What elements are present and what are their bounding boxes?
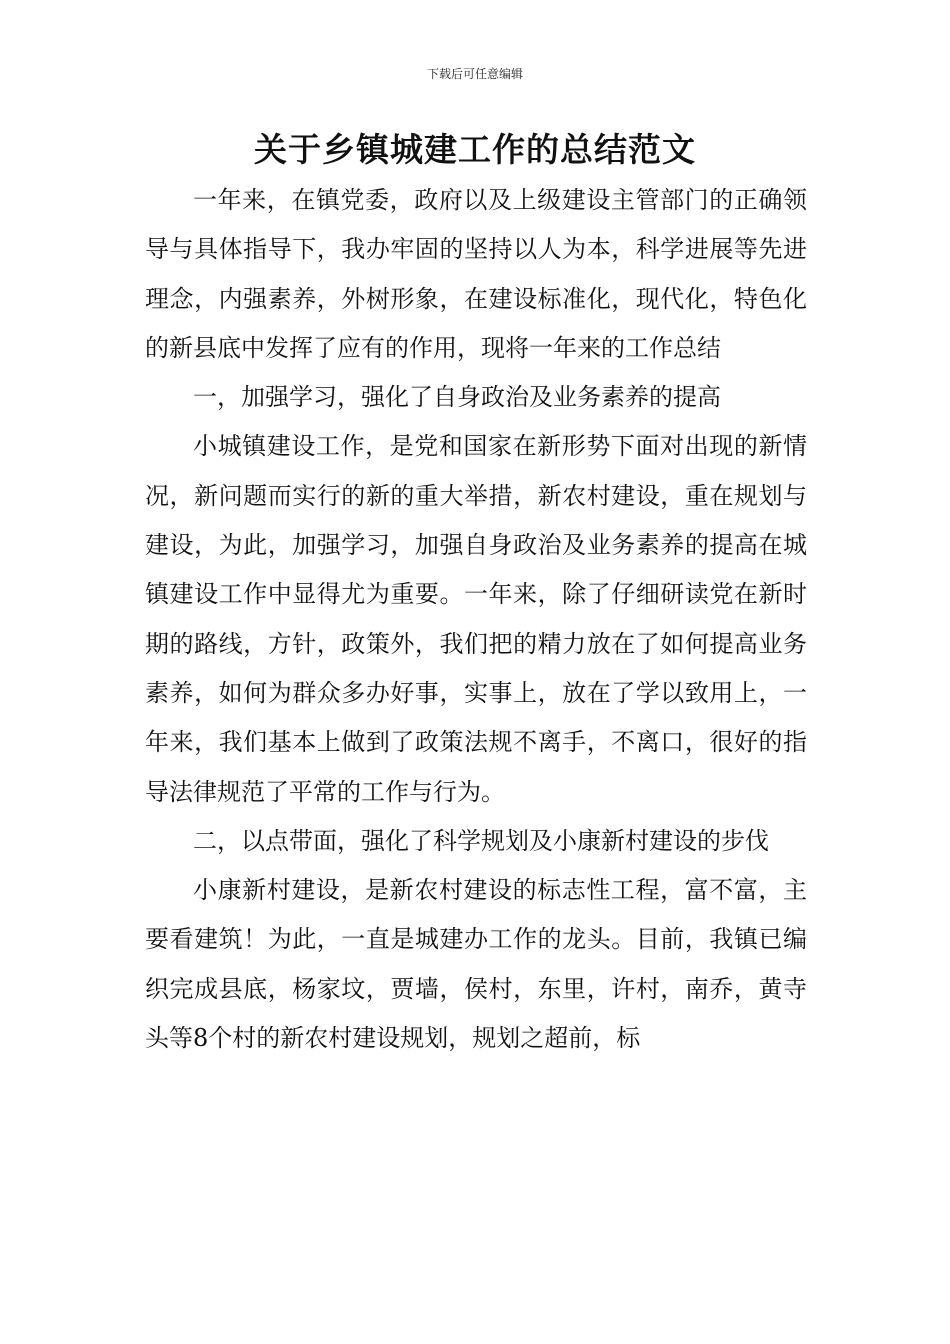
paragraph-section-2: 小康新村建设，是新农村建设的标志性工程，富不富，主要看建筑！为此，一直是城建办工作的龙头。目前，我镇已编织完成县底，杨家坟，贾墙，侯村，东里，许村，南乔，黄寺头等8个村的新农村建设规划，规划之超前，标: [145, 876, 807, 1053]
section-heading-1: 一，加强学习，强化了自身政治及业务素养的提高: [193, 383, 721, 412]
document-body: [145, 176, 807, 1063]
header-note: 下载后可任意编辑: [426, 67, 523, 81]
paragraph-section-1: 小城镇建设工作，是党和国家在新形势下面对出现的新情况，新问题而实行的新的重大举措，新农村建设，重在规划与建设，为此，加强学习，加强自身政治及业务素养的提高在城镇建设工作中显得尤为重要。一年来，除了仔细研读党在新时期的路线，方针，政策外，我们把的精力放在了如何提高业务素养，如何为群众多办好事，实事上，放在了学以致用上，一年来，我们基本上做到了政策法规不离手，不离口，很好的指导法律规范了平常的工作与行为。: [145, 432, 807, 806]
section-heading-2: 二，以点带面，强化了科学规划及小康新村建设的步伐: [193, 826, 769, 855]
document-title: 关于乡镇城建工作的总结范文: [254, 130, 696, 169]
paragraph-intro: 一年来，在镇党委，政府以及上级建设主管部门的正确领导与具体指导下，我办牢固的坚持以人为本，科学进展等先进理念，内强素养，外树形象，在建设标准化，现代化，特色化的新县底中发挥了应有的作用，现将一年来的工作总结: [145, 186, 807, 362]
